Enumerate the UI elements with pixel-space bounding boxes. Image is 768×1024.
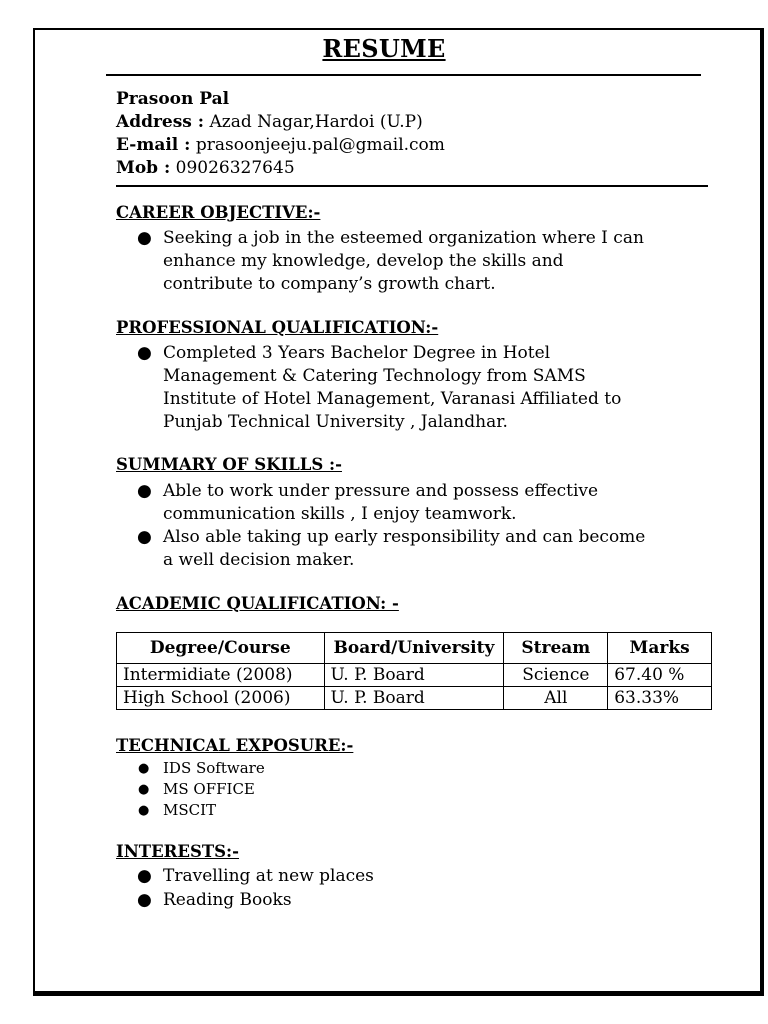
board-cell: U. P. Board <box>324 687 504 710</box>
interest-item: ● Travelling at new places <box>137 866 374 886</box>
career-objective-item <box>137 227 644 296</box>
email-value: prasoonjeeju.pal@gmail.com <box>195 135 445 155</box>
column-header: Stream <box>504 633 608 664</box>
contact-divider <box>116 185 708 187</box>
contact-address: Address : Azad Nagar,Hardoi (U.P) <box>116 112 423 132</box>
interests-heading: INTERESTS:- <box>116 842 239 861</box>
contact-name: Prasoon Pal <box>116 89 230 109</box>
contact-mobile: Mob : 09026327645 <box>116 158 295 178</box>
column-header: Degree/Course <box>117 633 325 664</box>
professional-line: Punjab Technical University , Jalandhar. <box>163 412 508 432</box>
academic-table <box>116 632 712 710</box>
academic-heading: ACADEMIC QUALIFICATION: - <box>116 594 399 613</box>
bullet-dot-icon: ● <box>138 782 150 797</box>
career-line: Seeking a job in the esteemed organization where I can <box>163 228 644 248</box>
technical-exposure-heading: TECHNICAL EXPOSURE:- <box>116 736 354 755</box>
degree-cell: Intermidiate (2008) <box>117 664 325 687</box>
table-row <box>117 687 712 710</box>
address-value: Azad Nagar,Hardoi (U.P) <box>209 112 423 132</box>
bullet-dot-icon: ● <box>137 866 152 886</box>
professional-qualification-item <box>137 342 622 434</box>
table-row <box>117 664 712 687</box>
skill-line: Also able taking up early responsibility and can become <box>163 527 646 547</box>
professional-line: Completed 3 Years Bachelor Degree in Hotel <box>163 343 551 363</box>
professional-line: Management & Catering Technology from SAMS <box>163 366 586 386</box>
degree-cell: High School (2006) <box>117 687 325 710</box>
technical-item: ● MS OFFICE <box>138 780 255 798</box>
technical-item: ● IDS Software <box>138 759 265 777</box>
column-header: Board/University <box>324 633 504 664</box>
career-line: enhance my knowledge, develop the skills and <box>163 251 564 271</box>
contact-email: E-mail : prasoonjeeju.pal@gmail.com <box>116 135 445 155</box>
skill-line: communication skills , I enjoy teamwork. <box>163 504 517 524</box>
career-line: contribute to company’s growth chart. <box>163 274 496 294</box>
skills-heading: SUMMARY OF SKILLS :- <box>116 455 342 474</box>
marks-cell: 67.40 % <box>608 664 712 687</box>
mobile-value: 09026327645 <box>175 158 295 178</box>
stream-cell: All <box>504 687 608 710</box>
skill-item <box>137 526 646 572</box>
professional-line: Institute of Hotel Management, Varanasi Affiliated to <box>163 389 622 409</box>
bullet-dot-icon: ● <box>137 527 152 547</box>
bullet-dot-icon: ● <box>138 803 150 818</box>
bullet-dot-icon: ● <box>138 761 150 776</box>
skill-line: Able to work under pressure and possess effective <box>163 481 599 501</box>
bullet-dot-icon: ● <box>137 890 152 910</box>
skill-item <box>137 480 599 526</box>
technical-item: ● MSCIT <box>138 801 217 819</box>
board-cell: U. P. Board <box>324 664 504 687</box>
skill-line: a well decision maker. <box>163 550 355 570</box>
bullet-dot-icon: ● <box>137 343 152 363</box>
table-header-row <box>117 633 712 664</box>
title-divider <box>106 74 701 76</box>
professional-qualification-heading: PROFESSIONAL QUALIFICATION:- <box>116 318 439 337</box>
bullet-dot-icon: ● <box>137 228 152 248</box>
column-header: Marks <box>608 633 712 664</box>
stream-cell: Science <box>504 664 608 687</box>
page-title: RESUME <box>322 34 446 63</box>
bullet-dot-icon: ● <box>137 481 152 501</box>
interest-item: ● Reading Books <box>137 890 292 910</box>
marks-cell: 63.33% <box>608 687 712 710</box>
career-objective-heading: CAREER OBJECTIVE:- <box>116 203 321 222</box>
